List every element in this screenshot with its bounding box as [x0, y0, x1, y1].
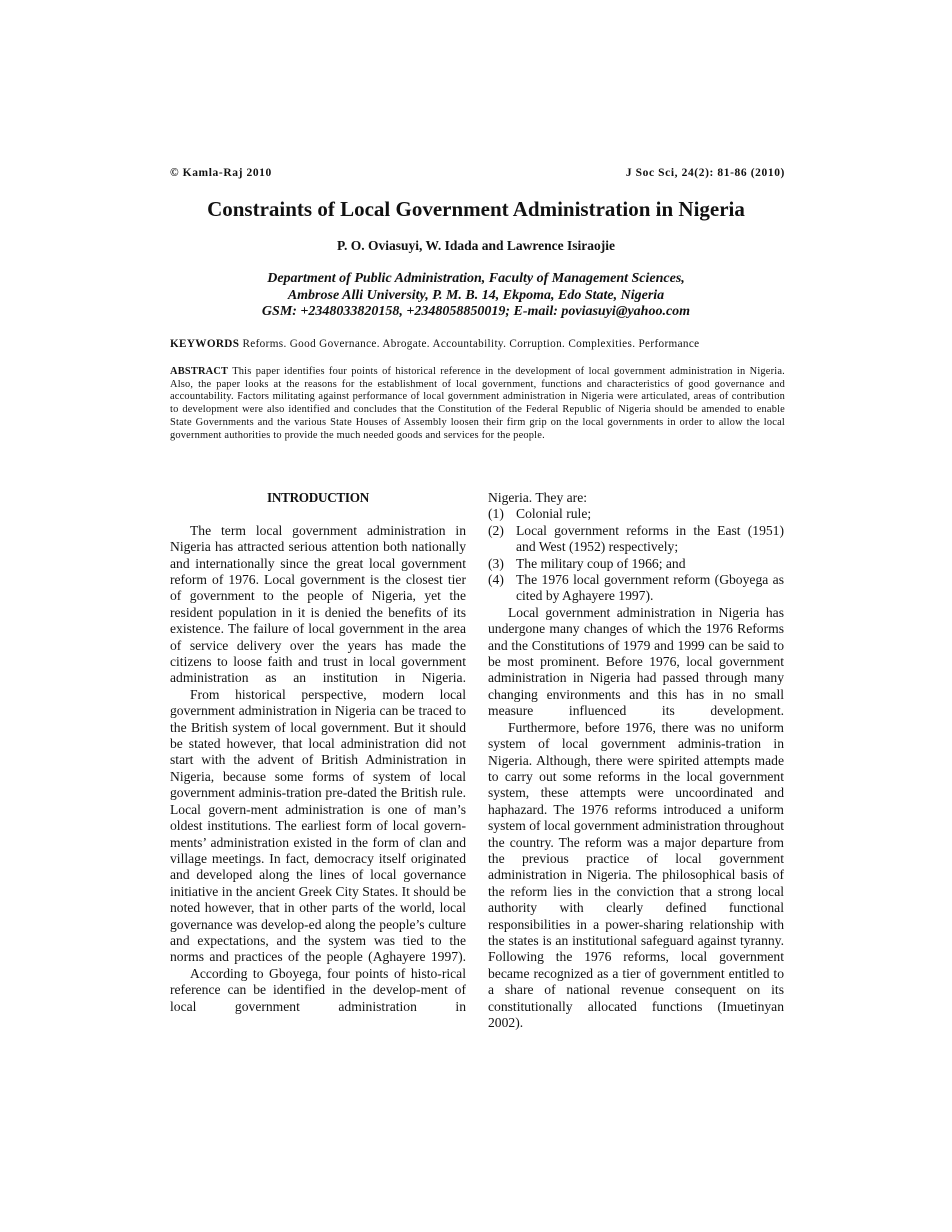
list-item [488, 523, 784, 556]
list-item [488, 556, 784, 572]
paragraph-intro-2: From historical perspective, modern local government administration in Nigeria can be traced to the British system of local government. But it should be stated however, that local administration did not start with the advent of British Administration in Nigeria, because some forms of system of local government adminis-tration pre-dated the British rule. Local govern-ment administration is one of man’s oldest institutions. The earliest form of local govern-ments’ administration existed in the form of clan and village meetings. In fact, democracy itself originated and developed along the lines of local governance initiative in the ancient Greek City States. It should be noted however, that in other parts of the world, local governance was develop-ed along the people’s culture and expectations, and the system was tied to the norms and practices of the people (Aghayere 1997). [170, 686, 466, 965]
abstract-block [170, 366, 785, 442]
historical-reference-list [488, 506, 784, 604]
list-item [488, 506, 784, 522]
journal-citation: J Soc Sci, 24(2): 81-86 (2010) [625, 167, 785, 179]
list-number: (2) [488, 522, 504, 538]
paragraph-reforms-2: Furthermore, before 1976, there was no uniform system of local government adminis-tration in Nigeria. Although, there were spirited attempts made to carry out some reforms in the local government system, these attempts were uncoordinated and haphazard. The 1976 reforms introduced a uniform system of local government administration throughout the country. The reform was a major departure from the previous practice of local government administration in Nigeria. The philosophical basis of the reform lies in the conviction that a strong local authority with clearly defined functional responsibilities in a power-sharing relationship with the states is an institutional safeguard against tyranny. Following the 1976 reforms, local government became recognized as a tier of government entitled to a share of national revenue consequent on its constitutionally allocated functions (Imuetinyan 2002). [488, 719, 784, 1030]
list-number: (1) [488, 506, 504, 522]
copyright-notice: © Kamla-Raj 2010 [170, 167, 272, 179]
paragraph-intro-3: According to Gboyega, four points of histo-rical reference can be identified in the develop-ment of local government administration in [170, 965, 466, 1014]
left-column [170, 490, 466, 1015]
paragraph-intro-1: The term local government administration in Nigeria has attracted serious attention both nationally and internationally since the great local government reform of 1976. Local government is the closest tier of government to the people of Nigeria, yet the resident population in it is denied the benefits of its existence. The failure of local government in the area of service delivery over the years has made the citizens to loose faith and trust in local government administration as an institution in Nigeria. [170, 522, 466, 686]
list-text: Colonial rule; [516, 506, 592, 522]
affiliation-contact: GSM: +2348033820158, +2348058850019; E-mail: poviasuyi@yahoo.com [261, 304, 691, 319]
abstract-text: This paper identifies four points of historical reference in the development of local government administration in Nigeria. Also, the paper looks at the reasons for the establishment of local government, functions and characteristics of good governance and accountability. Factors militating against performance of local government administration in Nigeria were articulated, areas of contribution to development were also identified and concludes that the Constitution of the Federal Republic of Nigeria should be amended to enable State Governments and the various State Houses of Assembly loosen their firm grip on the local governments in order to allow the local government authorities to provide the much needed goods and services for the people. [170, 366, 785, 441]
keywords-block [170, 338, 699, 350]
abstract-label: ABSTRACT [170, 366, 229, 377]
list-number: (3) [488, 555, 504, 571]
section-heading-introduction: INTRODUCTION [267, 490, 369, 505]
affiliation-block [0, 271, 952, 321]
paper-title: Constraints of Local Government Administration in Nigeria [207, 197, 745, 221]
keywords-label: KEYWORDS [170, 338, 240, 350]
right-column [488, 490, 784, 1031]
paragraph-reforms-1: Local government administration in Nigeria has undergone many changes of which the 1976 Reforms and the Constitutions of 1979 and 1999 can be said to be most prominent. Before 1976, local government administration in Nigeria had passed through many changing environments and this has in no small measure influenced its development. [488, 604, 784, 719]
list-number: (4) [488, 572, 504, 588]
affiliation-line-2: Ambrose Alli University, P. M. B. 14, Ekpoma, Edo State, Nigeria [287, 287, 665, 303]
list-text: The military coup of 1966; and [516, 555, 686, 571]
keywords-text: Reforms. Good Governance. Abrogate. Accountability. Corruption. Complexities. Performance [242, 338, 700, 350]
author-list: P. O. Oviasuyi, W. Idada and Lawrence Isiraojie [337, 238, 615, 253]
list-text: Local government reforms in the East (1951) and West (1952) respectively; [516, 522, 784, 555]
affiliation-line-1: Department of Public Administration, Faculty of Management Sciences, [267, 271, 685, 286]
paragraph-list-lead: Nigeria. They are: [488, 490, 588, 505]
list-item [488, 572, 784, 605]
list-text: The 1976 local government reform (Gboyega as cited by Aghayere 1997). [516, 572, 784, 604]
